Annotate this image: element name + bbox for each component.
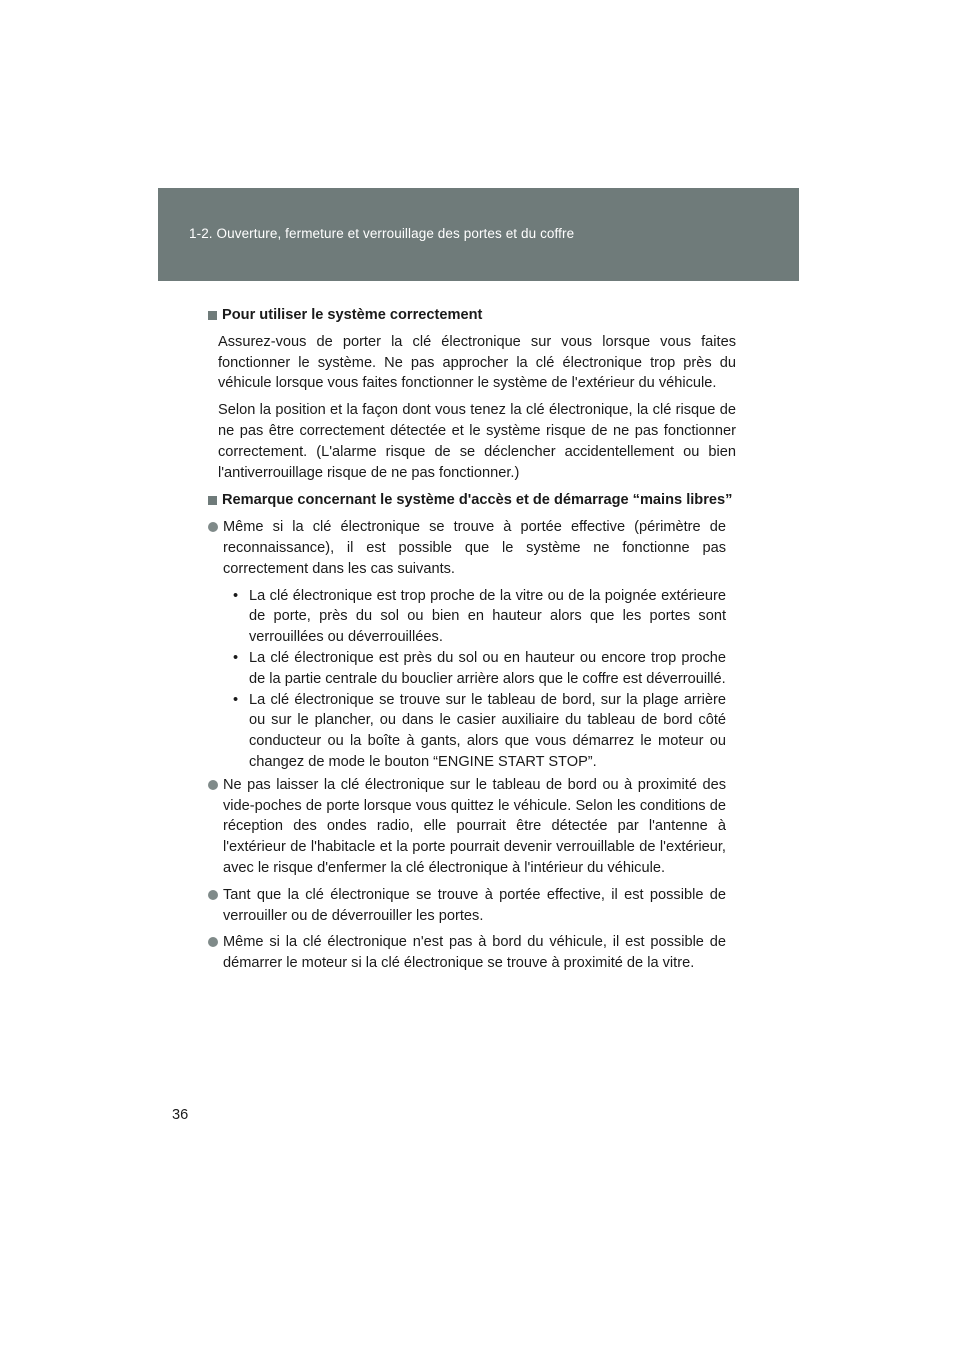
page-number: 36 — [172, 1107, 189, 1123]
list-item: Tant que la clé électronique se trouve à portée effective, il est possible de verrouiller ou de déverrouiller les portes. — [208, 885, 736, 927]
list-item: Ne pas laisser la clé électronique sur le tableau de bord ou à proximité des vide-poches de porte lorsque vous quittez le véhicule. Selon les conditions de réception des ondes radio, elle pourrait être détectée par l'antenne à l'extérieur de l'habitacle et la porte pourrait devenir verrouillable de l'extérieur, avec le risque d'enfermer la clé électronique à l'intérieur du véhicule. — [208, 775, 736, 879]
section-hands-free-note — [208, 490, 736, 974]
circle-bullet-icon — [208, 937, 218, 947]
list-item: Même si la clé électronique n'est pas à bord du véhicule, il est possible de démarrer le moteur si la clé électronique se trouve à proximité de la vitre. — [208, 932, 736, 974]
list-item: Même si la clé électronique se trouve à portée effective (périmètre de reconnaissance), il est possible que le système ne fonctionne pas correctement dans les cas suivants. — [208, 517, 736, 579]
paragraph: Assurez-vous de porter la clé électronique sur vous lorsque vous faites fonctionner le système. Ne pas approcher la clé électronique trop près du véhicule lorsque vous faites fonctionner le système de l'extérieur du véhicule. — [218, 333, 736, 392]
section-heading: Pour utiliser le système correctement — [208, 305, 736, 326]
circle-bullet-icon — [208, 780, 218, 790]
section-system-usage — [208, 305, 736, 483]
sub-list-item: • La clé électronique est trop proche de la vitre ou de la poignée extérieure de porte, près du sol ou bien en hauteur alors que les portes sont verrouillées ou déverrouillées. — [233, 586, 726, 648]
sub-list — [233, 586, 726, 773]
square-marker-icon — [208, 496, 217, 505]
paragraph: Selon la position et la façon dont vous tenez la clé électronique, la clé risque de ne pas être correctement détectée et le système risque de ne pas fonctionner correctement. (L'alarme risque de se déclencher accidentellement ou bien l'antiverrouillage risque de ne pas fonctionner.) — [218, 402, 736, 481]
sub-list-item: • La clé électronique se trouve sur le tableau de bord, sur la plage arrière ou sur le plancher, ou dans le casier auxiliaire du tableau de bord côté conducteur ou la boîte à gants, alors que vous démarrez le moteur ou changez de mode le bouton “ENGINE START STOP”. — [233, 690, 726, 773]
dot-bullet-icon: • — [233, 649, 239, 666]
circle-bullet-icon — [208, 890, 218, 900]
square-marker-icon — [208, 311, 217, 320]
dot-bullet-icon: • — [233, 587, 239, 604]
chapter-title: 1-2. Ouverture, fermeture et verrouillage des portes et du coffre — [189, 226, 575, 241]
chapter-header — [158, 188, 799, 281]
circle-bullet-icon — [208, 522, 218, 532]
dot-bullet-icon: • — [233, 691, 239, 708]
page-content — [208, 305, 736, 981]
sub-list-item: • La clé électronique est près du sol ou en hauteur ou encore trop proche de la partie centrale du bouclier arrière alors que le coffre est déverrouillé. — [233, 648, 726, 690]
section-heading: Remarque concernant le système d'accès et de démarrage “mains libres” — [208, 490, 736, 511]
